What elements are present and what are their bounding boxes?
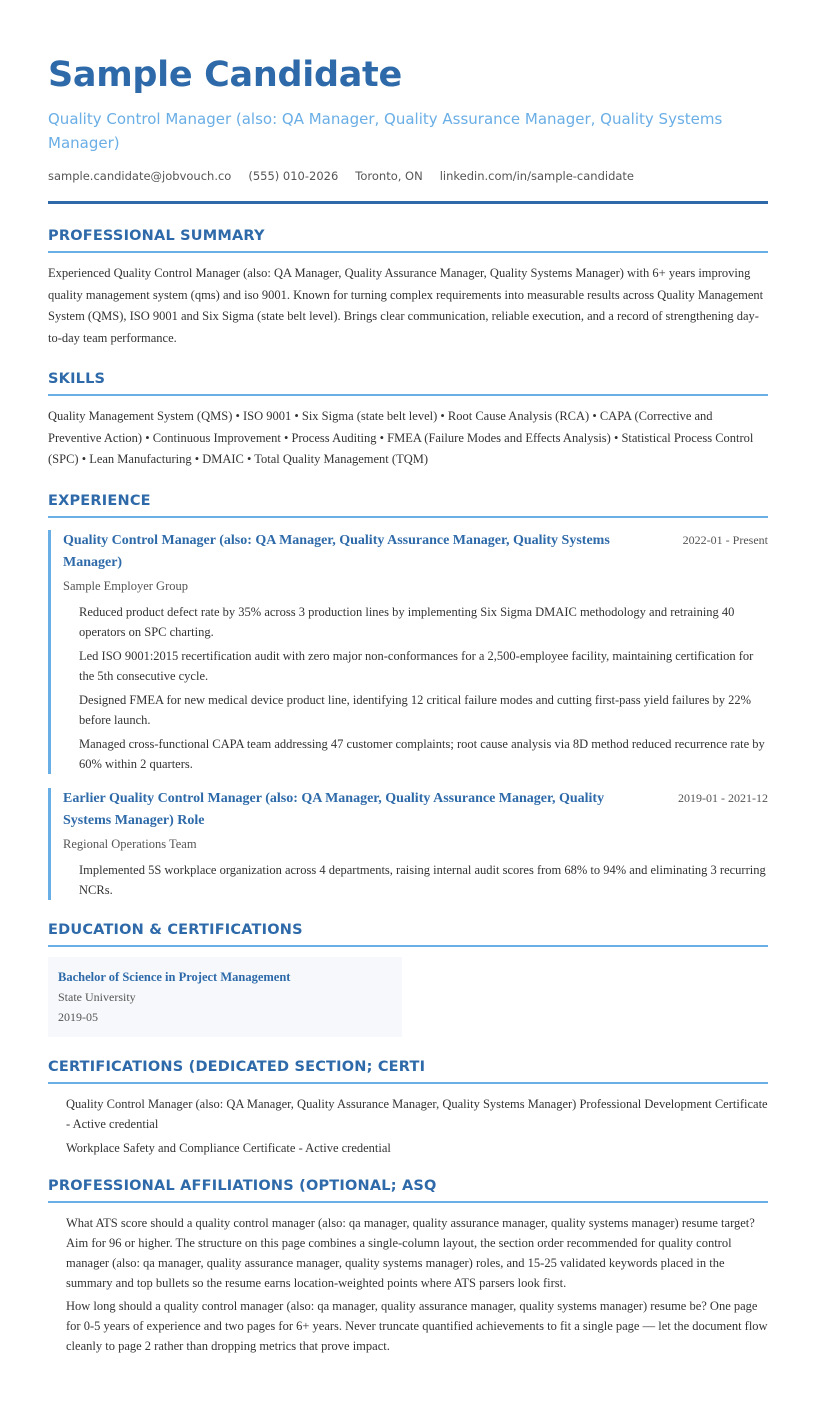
certifications-section	[48, 1057, 768, 1158]
job-bullet: Led ISO 9001:2015 recertification audit with zero major non-conformances for a 2,500-employee facility, maintaining certification for the 5th consecutive cycle.	[79, 648, 754, 683]
header-divider	[48, 201, 768, 204]
summary-heading: PROFESSIONAL SUMMARY	[48, 226, 768, 253]
affiliations-heading: PROFESSIONAL AFFILIATIONS (OPTIONAL; ASQ	[48, 1176, 768, 1203]
contact-email[interactable]: sample.candidate@jobvouch.co	[48, 169, 232, 183]
job-title: Earlier Quality Control Manager (also: QA Manager, Quality Assurance Manager, Quality Systems Manager) Role	[63, 790, 605, 828]
summary-text: Experienced Quality Control Manager (also: QA Manager, Quality Assurance Manager, Quality Systems Manager) with 6+ years improving quality management system (qms) and iso 9001. Known for turning complex requirements into measurable results across Quality Management System (QMS), ISO 9001 and Six Sigma (state belt level). Brings clear communication, reliable execution, and a record of strengthening day-to-day team performance.	[48, 266, 764, 345]
skills-heading: SKILLS	[48, 369, 768, 396]
job-bullet: Designed FMEA for new medical device product line, identifying 12 critical failure modes and cutting first-pass yield failures by 22% before launch.	[79, 692, 752, 727]
job-bullets	[63, 860, 768, 900]
contact-phone: (555) 010-2026	[248, 169, 339, 183]
certification-item: Workplace Safety and Compliance Certificate - Active credential	[66, 1140, 391, 1155]
education-school: State University	[58, 989, 136, 1004]
experience-section	[48, 491, 768, 900]
education-degree: Bachelor of Science in Project Management	[58, 969, 291, 984]
job-dates: 2022-01 - Present	[682, 532, 768, 547]
job-header	[63, 530, 768, 574]
education-section	[48, 920, 768, 1037]
job-bullet: Implemented 5S workplace organization across 4 departments, raising internal audit scores from 68% to 94% and eliminating 3 recurring NCRs.	[79, 862, 766, 897]
experience-heading: EXPERIENCE	[48, 491, 768, 518]
skills-section	[48, 369, 768, 471]
candidate-name: Sample Candidate	[48, 55, 402, 95]
job-dates: 2019-01 - 2021-12	[678, 790, 768, 805]
affiliation-item: What ATS score should a quality control manager (also: qa manager, quality assurance manager, quality systems manager) resume target? Aim for 96 or higher. The structure on this page combines a single-column layout, the section order recommended for quality control manager (also: qa manager, quality assurance manager, quality systems manager) roles, and 15-25 validated keywords placed in the summary and top bullets so the resume earns location-weighted points where ATS parsers look first.	[66, 1215, 755, 1290]
contact-location: Toronto, ON	[355, 169, 423, 183]
summary-section	[48, 226, 768, 349]
skills-text: Quality Management System (QMS) • ISO 9001 • Six Sigma (state belt level) • Root Cause Analysis (RCA) • CAPA (Corrective and Preventive Action) • Continuous Improvement • Process Auditing • FMEA (Failure Modes and Effects Analysis) • Statistical Process Control (SPC) • Lean Manufacturing • DMAIC • Total Quality Management (TQM)	[48, 409, 754, 466]
job-entry	[48, 788, 768, 900]
education-date: 2019-05	[58, 1009, 98, 1024]
education-card	[48, 957, 402, 1037]
job-bullet: Managed cross-functional CAPA team addressing 47 customer complaints; root cause analysis via 8D method reduced recurrence rate by 60% within 2 quarters.	[79, 736, 765, 771]
affiliations-list	[48, 1213, 768, 1356]
contact-linkedin[interactable]: linkedin.com/in/sample-candidate	[439, 169, 635, 183]
affiliations-section	[48, 1176, 768, 1356]
job-company: Regional Operations Team	[63, 836, 197, 851]
job-bullets	[63, 602, 768, 774]
job-entry	[48, 530, 768, 774]
job-bullet: Reduced product defect rate by 35% across 3 production lines by implementing Six Sigma DMAIC methodology and retraining 40 operators on SPC charting.	[79, 604, 735, 639]
certifications-heading: CERTIFICATIONS (DEDICATED SECTION; CERTI	[48, 1057, 768, 1084]
certification-item: Quality Control Manager (also: QA Manager, Quality Assurance Manager, Quality Systems Manager) Professional Development Certificate - Active credential	[66, 1096, 768, 1131]
education-heading: EDUCATION & CERTIFICATIONS	[48, 920, 768, 947]
candidate-headline: Quality Control Manager (also: QA Manager, Quality Assurance Manager, Quality Systems Manager)	[48, 110, 723, 152]
certifications-list	[48, 1094, 768, 1158]
job-header	[63, 788, 768, 832]
job-company: Sample Employer Group	[63, 578, 188, 593]
contact-line	[48, 167, 768, 185]
job-title: Quality Control Manager (also: QA Manager, Quality Assurance Manager, Quality Systems Manager)	[63, 532, 610, 570]
affiliation-item: How long should a quality control manager (also: qa manager, quality assurance manager, quality systems manager) resume be? One page for 0-5 years of experience and two pages for 6+ years. Never truncate quantified achievements to fit a single page — let the document flow cleanly to page 2 rather than dropping metrics that prove impact.	[66, 1298, 768, 1353]
resume-header	[48, 52, 768, 204]
